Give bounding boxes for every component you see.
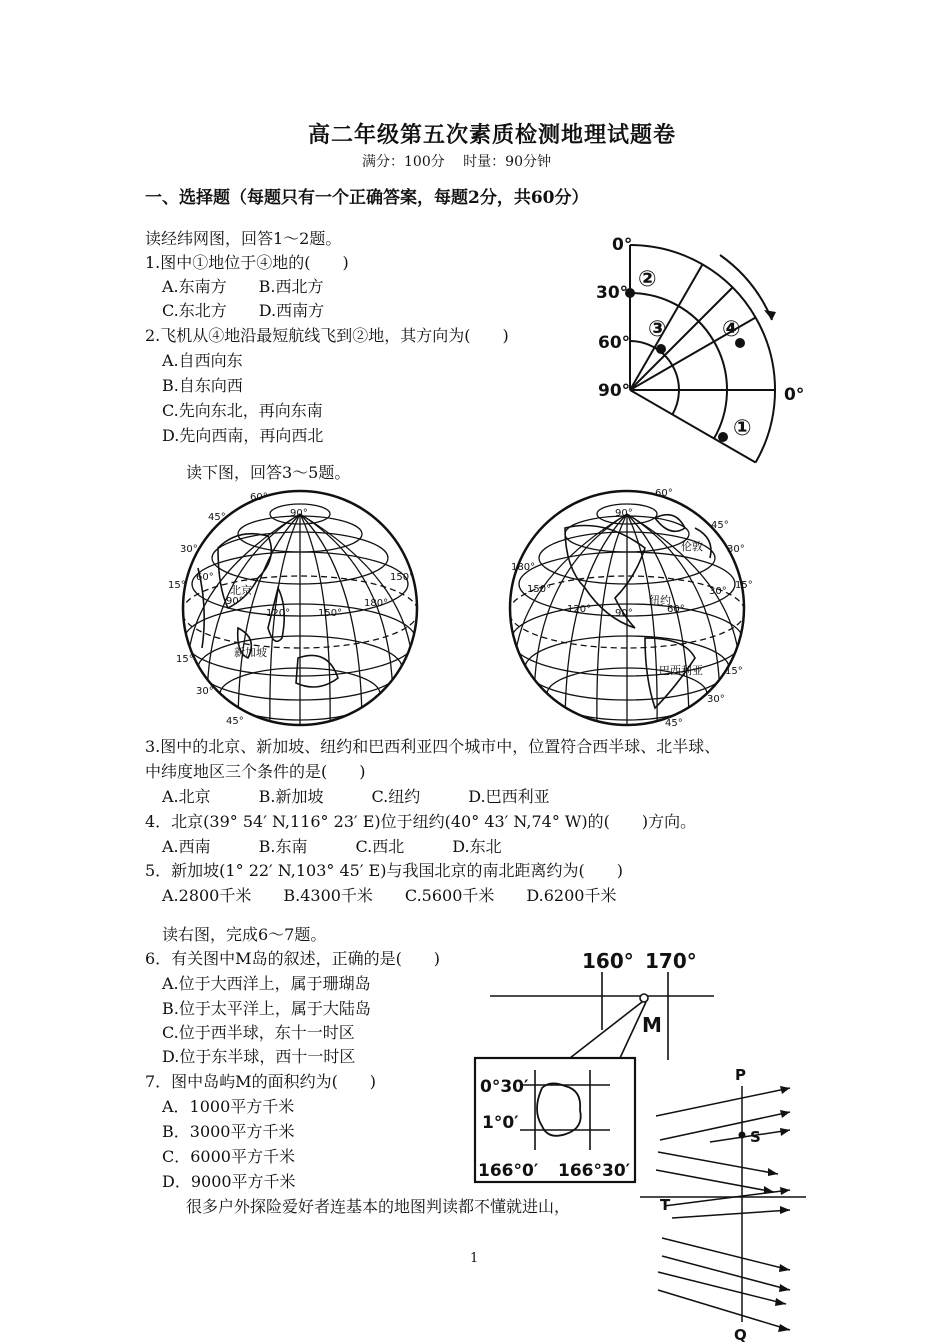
fig1-label-30: 30° [596, 283, 629, 303]
fig3-lon-160: 160° [582, 949, 634, 973]
question-7-option-c: C．6000平方千米 [162, 1147, 295, 1166]
gr-pole-90: 90° [615, 508, 633, 519]
fig3-lon-166-30: 166°30′ [558, 1161, 631, 1181]
gl-city-singapore: 新加坡 [234, 646, 267, 659]
question-5: 5．新加坡(1° 22′ N,103° 45′ E)与我国北京的南北距离约为( ) [145, 861, 623, 880]
question-1-options-ab: A.东南方 B.西北方 [162, 277, 324, 296]
question-2-option-b: B.自东向西 [162, 376, 243, 395]
graticule-sector-figure [590, 230, 820, 470]
gr-lon-150: 150° [527, 584, 552, 595]
question-6: 6．有关图中M岛的叙述，正确的是( ) [145, 949, 441, 968]
gr-city-newyork: 纽约 [649, 594, 671, 607]
gl-lon-150r: 150° [390, 572, 415, 583]
gr-lat-s30: 30° [707, 694, 725, 705]
fig1-point-4: ④ [722, 317, 741, 342]
gr-lat-s15: 15° [725, 666, 743, 677]
question-1-options-cd: C.东北方 D.西南方 [162, 301, 325, 320]
gl-pole-90: 90° [290, 508, 308, 519]
fig4-label-s: S [750, 1128, 761, 1146]
gr-lon-120: 120° [567, 604, 592, 615]
question-6-option-a: A.位于大西洋上，属于珊瑚岛 [162, 974, 371, 993]
globe-eastern-hemisphere [168, 488, 423, 728]
gr-lat-s45: 45° [665, 718, 683, 729]
q6-7-intro: 读右图，完成6～7题。 [162, 925, 327, 944]
fig3-lon-170: 170° [645, 949, 697, 973]
question-5-options: A.2800千米 B.4300千米 C.5600千米 D.6200千米 [162, 886, 617, 905]
gr-city-london: 伦敦 [681, 540, 703, 553]
question-6-option-c: C.位于西半球，东十一时区 [162, 1023, 355, 1042]
question-3-options: A.北京 B.新加坡 C.纽约 D.巴西利亚 [162, 787, 550, 806]
gr-lat-30: 30° [727, 544, 745, 555]
fig1-point-2: ② [638, 267, 657, 292]
fig3-label-m: M [642, 1013, 662, 1037]
gr-lat-15: 15° [735, 580, 753, 591]
fig3-lon-166-0: 166°0′ [478, 1161, 539, 1181]
fig4-label-p: P [735, 1066, 746, 1084]
contour-line-figure [640, 1060, 810, 1344]
question-2-option-a: A.自西向东 [162, 351, 243, 370]
question-4: 4．北京(39° 54′ N,116° 23′ E)位于纽约(40° 43′ N,74° W)的( )方向。 [145, 812, 697, 831]
question-7: 7．图中岛屿M的面积约为( ) [145, 1072, 377, 1091]
fig1-label-0-top: 0° [612, 235, 633, 255]
fig1-label-0-right: 0° [784, 385, 805, 405]
question-2: 2.飞机从④地沿最短航线飞到②地，其方向为( ) [145, 326, 509, 345]
question-7-option-b: B．3000平方千米 [162, 1122, 295, 1141]
gl-lat-s30: 30° [196, 686, 214, 697]
gl-lon-60: 60° [196, 572, 214, 583]
gr-lon-30: 30° [709, 586, 727, 597]
gl-lat-s15: 15° [176, 654, 194, 665]
q1-2-intro: 读经纬网图，回答1～2题。 [145, 229, 342, 248]
question-3-line1: 3.图中的北京、新加坡、纽约和巴西利亚四个城市中，位置符合西半球、北半球、 [145, 737, 721, 756]
gl-lat-30: 30° [180, 544, 198, 555]
fig1-label-90: 90° [598, 381, 631, 401]
question-6-option-d: D.位于东半球，西十一时区 [162, 1047, 356, 1066]
gl-lat-s45: 45° [226, 716, 244, 727]
q3-5-intro: 读下图，回答3～5题。 [186, 463, 351, 482]
page-title: 高二年级第五次素质检测地理试题卷 [308, 122, 677, 148]
gr-city-brasilia: 巴西利亚 [659, 664, 703, 677]
fig3-lat-1-0: 1°0′ [482, 1113, 519, 1133]
fig1-point-1: ① [733, 416, 752, 441]
globe-western-hemisphere [505, 488, 753, 729]
gr-lon-180: 180° [511, 562, 536, 573]
gl-lon-90: 90° [226, 596, 244, 607]
gl-lat-60: 60° [250, 492, 268, 503]
question-2-option-d: D.先向西南，再向西北 [162, 426, 324, 445]
fig1-point-3: ③ [648, 317, 667, 342]
gr-lon-90: 90° [615, 608, 633, 619]
question-6-option-b: B.位于太平洋上，属于大陆岛 [162, 999, 371, 1018]
fig1-label-60: 60° [598, 333, 631, 353]
gl-city-beijing: 北京 [230, 584, 252, 597]
gl-lon-180: 180° [364, 598, 389, 609]
fig4-label-t: T [660, 1196, 671, 1214]
gr-lon-60: 60° [667, 604, 685, 615]
gl-lat-45: 45° [208, 512, 226, 523]
gr-lat-45: 45° [711, 520, 729, 531]
page-number: 1 [470, 1251, 479, 1266]
question-1: 1.图中①地位于④地的( ) [145, 253, 349, 272]
gr-lat-60: 60° [655, 488, 673, 499]
gl-lat-15: 15° [168, 580, 186, 591]
gl-lon-150: 150° [318, 608, 343, 619]
question-3-line2: 中纬度地区三个条件的是( ) [145, 762, 366, 781]
exam-info: 满分：100分 时量：90分钟 [362, 154, 551, 170]
section-heading: 一、选择题（每题只有一个正确答案，每题2分，共60分） [145, 188, 589, 208]
question-4-options: A.西南 B.东南 C.西北 D.东北 [162, 837, 502, 856]
fig4-label-q: Q [734, 1326, 747, 1344]
fig3-lat-0-30: 0°30′ [480, 1077, 529, 1097]
gl-lon-120: 120° [266, 608, 291, 619]
passage-text: 很多户外探险爱好者连基本的地图判读都不懂就进山， [186, 1197, 571, 1216]
question-7-option-d: D．9000平方千米 [162, 1172, 296, 1191]
question-2-option-c: C.先向东北，再向东南 [162, 401, 323, 420]
question-7-option-a: A．1000平方千米 [162, 1097, 295, 1116]
